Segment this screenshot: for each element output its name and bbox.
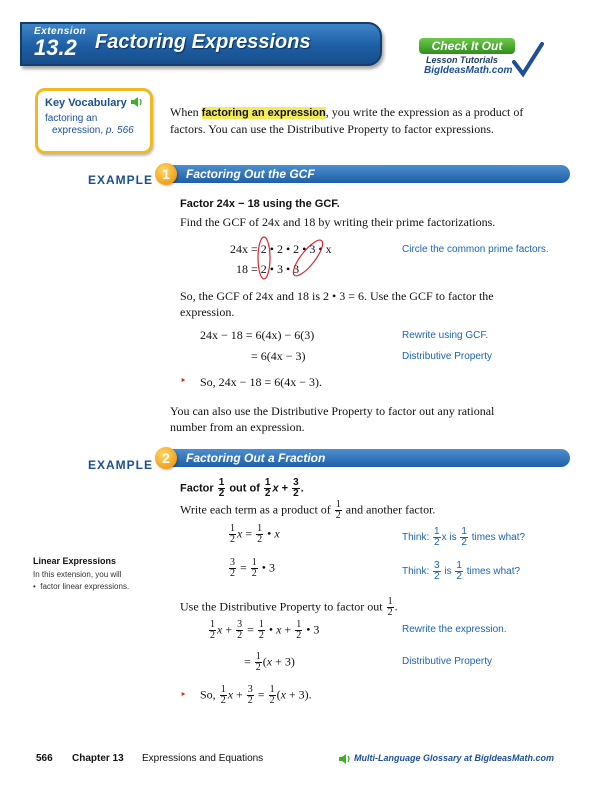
example-1-title: Factoring Out the GCF [170, 165, 570, 183]
think-note-2: Think: $\frac{3}{2}$ is $\frac{1}{2}$ times what? [402, 560, 521, 582]
logo-url[interactable]: BigIdeasMath.com [424, 65, 513, 76]
example-1-instruction: Find the GCF of 24x and 18 by writing their prime factorizations. [180, 215, 496, 229]
extension-number: 13.2 [34, 35, 77, 60]
rewrite-expression: $\frac{1}{2}$ x + $\frac{3}{2}$ = $\frac{1}{2}$ • x + $\frac{1}{2}$ • 3 [210, 619, 320, 641]
speaker-icon[interactable] [130, 96, 144, 108]
vocab-term-cont: expression, p. 566 [52, 125, 134, 136]
note-rewrite-gcf: Rewrite using GCF. [402, 330, 489, 341]
think-note-1: Think: $\frac{1}{2}$ x is $\frac{1}{2}$ times what? [402, 526, 526, 548]
example-1-task: Factor 24x − 18 using the GCF. [180, 198, 340, 210]
vocab-page-ref[interactable]: p. 566 [105, 125, 134, 136]
key-vocabulary-title: Key Vocabulary [45, 97, 127, 109]
example-2-label: EXAMPLE [88, 458, 154, 472]
example-2-title: Factoring Out a Fraction [170, 449, 570, 467]
speaker-icon[interactable] [338, 753, 352, 765]
sidebar-line: In this extension, you will [33, 570, 122, 579]
glossary-link[interactable]: Multi-Language Glossary at BigIdeasMath.com [354, 753, 555, 763]
conclusion-arrow-icon: ‣ [180, 374, 187, 387]
chapter-label: Chapter 13 [72, 753, 124, 764]
intro-paragraph: When factoring an expression, you write the expression as a product of factors. You can use the Distributive Property to factor expressions. [170, 105, 524, 136]
vocab-term: factoring an [45, 113, 98, 124]
note-distributive-2: Distributive Property [402, 656, 493, 667]
highlighted-term: factoring an expression [201, 107, 326, 119]
logo-subtitle: Lesson Tutorials [426, 55, 498, 65]
transition-paragraph: You can also use the Distributive Property to factor out any rational number from an expression. [170, 404, 495, 434]
sidebar-bullet: • factor linear expressions. [33, 582, 130, 591]
example-2-task: Factor $\frac{1}{2}$ out of $\frac{1}{2}$ x + $\frac{3}{2}$ . [180, 477, 304, 499]
example-2-number: 2 [155, 447, 177, 469]
example-1-number: 1 [155, 163, 177, 185]
step-rewrite-gcf: 24x − 18 = 6(4x) − 6(3) [200, 328, 315, 342]
distribute-instruction: Use the Distributive Property to factor out $\frac{1}{2}$ . [180, 596, 398, 618]
chapter-title: Expressions and Equations [142, 753, 264, 764]
distributive-result: = $\frac{1}{2}$ (x + 3) [244, 651, 295, 673]
factorization-18: 18 = 2 • 3 • 3 [236, 262, 300, 276]
term-2-product: $\frac{3}{2}$ = $\frac{1}{2}$ • 3 [230, 557, 275, 579]
example-1-label: EXAMPLE [88, 173, 154, 187]
factorization-24x: 24x = 2 • 2 • 2 • 3 • x [230, 242, 332, 256]
note-circle-factors: Circle the common prime factors. [402, 244, 549, 255]
note-rewrite-expression: Rewrite the expression. [402, 624, 507, 635]
note-distributive-1: Distributive Property [402, 351, 493, 362]
checkmark-icon [510, 40, 544, 80]
circled-factors-drawing [252, 234, 332, 280]
conclusion-arrow-icon: ‣ [180, 688, 187, 701]
sidebar-title: Linear Expressions [33, 556, 117, 566]
example-1-conclusion: So, 24x − 18 = 6(4x − 3). [200, 375, 322, 389]
gcf-paragraph: So, the GCF of 24x and 18 is 2 • 3 = 6. Use the GCF to factor the expression. [180, 289, 494, 319]
term-1-product: $\frac{1}{2}$ x = $\frac{1}{2}$ • x [230, 523, 280, 545]
check-it-out-logo[interactable]: Check It Out [419, 38, 515, 54]
page-number: 566 [36, 753, 53, 764]
example-2-instruction: Write each term as a product of $\frac{1}{2}$ and another factor. [180, 499, 436, 521]
step-distributive: = 6(4x − 3) [251, 349, 306, 363]
extension-label: Extension [34, 26, 87, 37]
example-2-conclusion: So, $\frac{1}{2}$ x + $\frac{3}{2}$ = $\frac{1}{2}$ (x + 3). [200, 684, 312, 706]
page-title: Factoring Expressions [95, 31, 311, 53]
